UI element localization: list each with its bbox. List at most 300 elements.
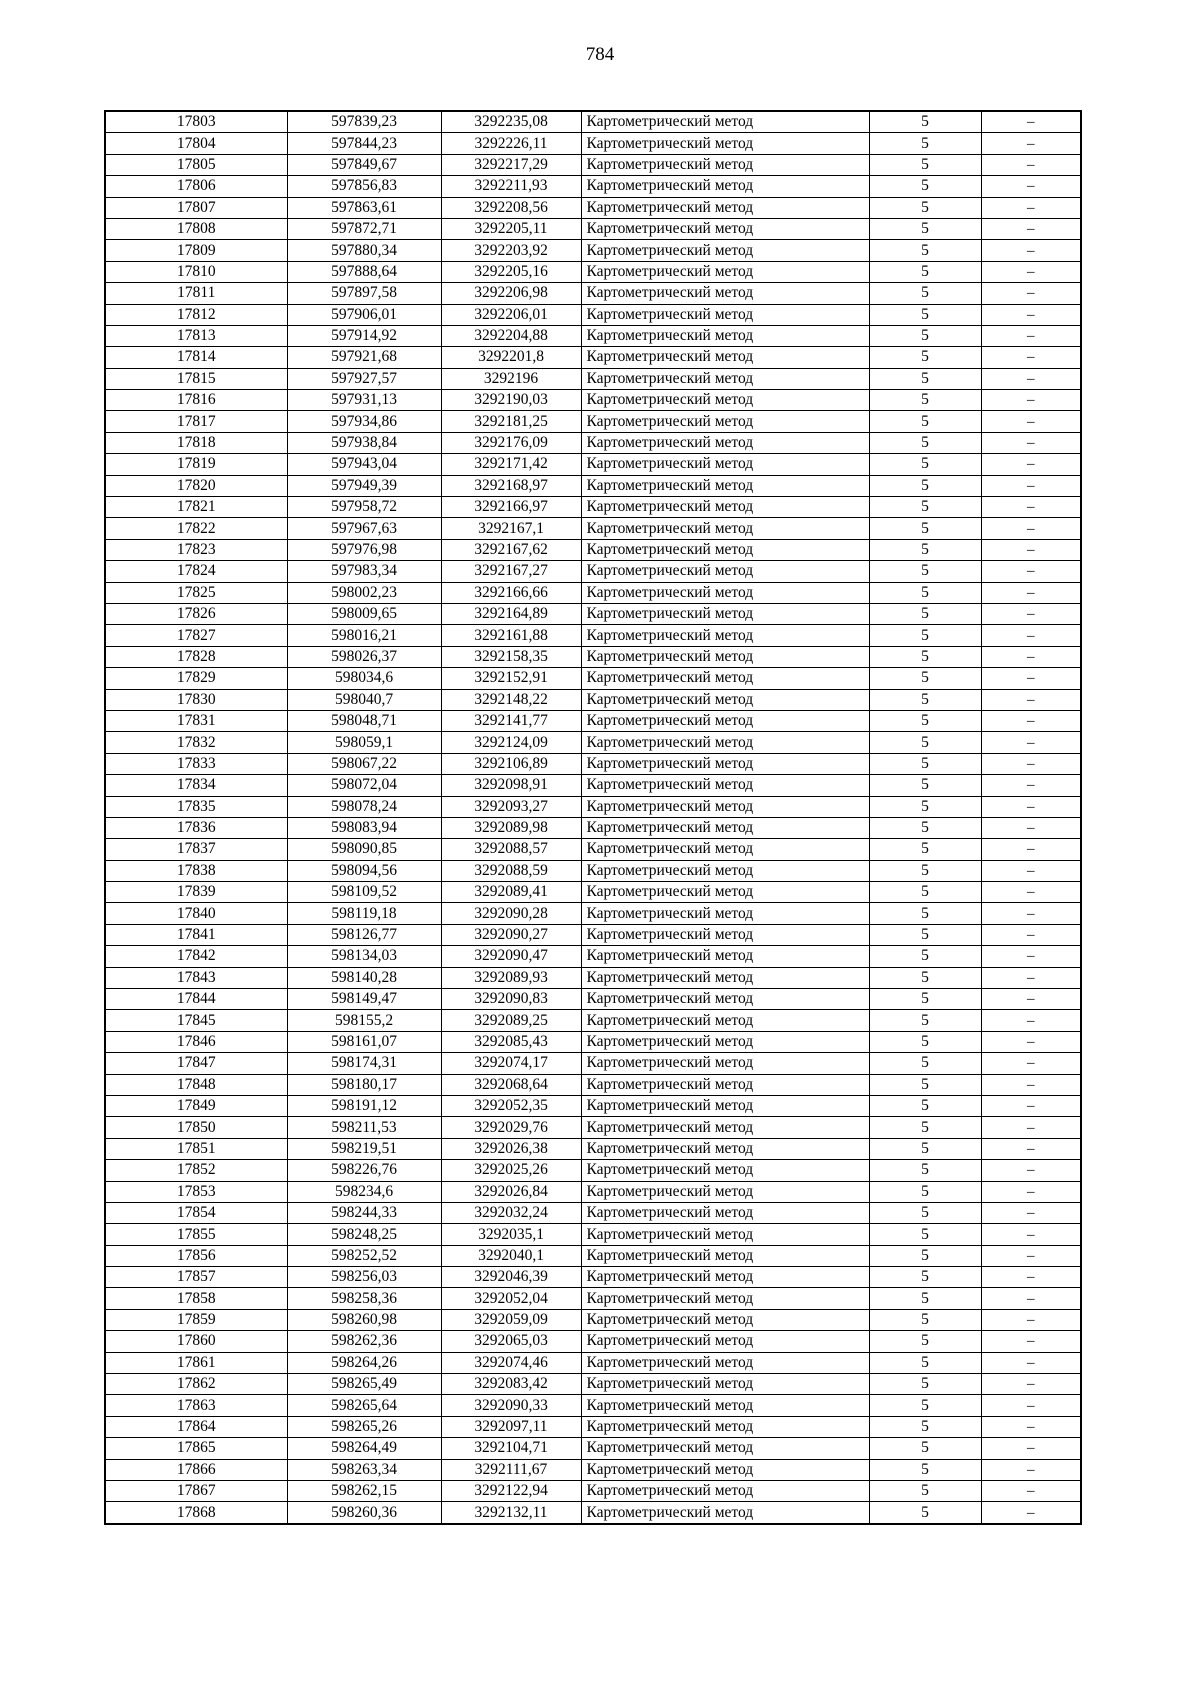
y-coordinate-cell: 3292046,39 [441,1267,581,1288]
note-cell: – [981,1053,1081,1074]
method-cell: Картометрический метод [581,732,869,753]
accuracy-cell: 5 [869,924,981,945]
table-row [105,1245,1081,1266]
point-number-cell: 17857 [105,1267,287,1288]
table-row [105,1331,1081,1352]
x-coordinate-cell: 598244,33 [287,1202,441,1223]
x-coordinate-cell: 598109,52 [287,882,441,903]
accuracy-cell: 5 [869,839,981,860]
point-number-cell: 17865 [105,1438,287,1459]
x-coordinate-cell: 598119,18 [287,903,441,924]
x-coordinate-cell: 598260,36 [287,1502,441,1524]
method-cell: Картометрический метод [581,625,869,646]
note-cell: – [981,347,1081,368]
y-coordinate-cell: 3292111,67 [441,1459,581,1480]
note-cell: – [981,154,1081,175]
method-cell: Картометрический метод [581,1352,869,1373]
y-coordinate-cell: 3292190,03 [441,390,581,411]
point-number-cell: 17820 [105,475,287,496]
y-coordinate-cell: 3292088,59 [441,860,581,881]
note-cell: – [981,368,1081,389]
table-row [105,1074,1081,1095]
point-number-cell: 17807 [105,197,287,218]
y-coordinate-cell: 3292089,25 [441,1010,581,1031]
x-coordinate-cell: 598234,6 [287,1181,441,1202]
x-coordinate-cell: 598149,47 [287,989,441,1010]
x-coordinate-cell: 598002,23 [287,582,441,603]
note-cell: – [981,882,1081,903]
point-number-cell: 17806 [105,176,287,197]
method-cell: Картометрический метод [581,304,869,325]
table-row [105,1352,1081,1373]
x-coordinate-cell: 597849,67 [287,154,441,175]
y-coordinate-cell: 3292217,29 [441,154,581,175]
note-cell: – [981,133,1081,154]
y-coordinate-cell: 3292026,84 [441,1181,581,1202]
y-coordinate-cell: 3292205,11 [441,218,581,239]
x-coordinate-cell: 597983,34 [287,561,441,582]
page-number: 784 [585,44,615,65]
accuracy-cell: 5 [869,1160,981,1181]
accuracy-cell: 5 [869,1053,981,1074]
x-coordinate-cell: 597976,98 [287,539,441,560]
method-cell: Картометрический метод [581,454,869,475]
table-row [105,882,1081,903]
y-coordinate-cell: 3292052,35 [441,1095,581,1116]
method-cell: Картометрический метод [581,1181,869,1202]
method-cell: Картометрический метод [581,390,869,411]
y-coordinate-cell: 3292168,97 [441,475,581,496]
x-coordinate-cell: 598264,26 [287,1352,441,1373]
method-cell: Картометрический метод [581,475,869,496]
table-row [105,1481,1081,1502]
method-cell: Картометрический метод [581,796,869,817]
note-cell: – [981,218,1081,239]
table-row [105,903,1081,924]
accuracy-cell: 5 [869,882,981,903]
x-coordinate-cell: 597844,23 [287,133,441,154]
method-cell: Картометрический метод [581,967,869,988]
note-cell: – [981,475,1081,496]
x-coordinate-cell: 597888,64 [287,261,441,282]
method-cell: Картометрический метод [581,1224,869,1245]
note-cell: – [981,732,1081,753]
x-coordinate-cell: 597949,39 [287,475,441,496]
y-coordinate-cell: 3292211,93 [441,176,581,197]
note-cell: – [981,1374,1081,1395]
x-coordinate-cell: 598134,03 [287,946,441,967]
accuracy-cell: 5 [869,1224,981,1245]
y-coordinate-cell: 3292141,77 [441,710,581,731]
note-cell: – [981,860,1081,881]
table-row [105,753,1081,774]
method-cell: Картометрический метод [581,111,869,133]
y-coordinate-cell: 3292090,33 [441,1395,581,1416]
method-cell: Картометрический метод [581,1010,869,1031]
x-coordinate-cell: 597880,34 [287,240,441,261]
point-number-cell: 17818 [105,432,287,453]
table-row [105,1502,1081,1524]
accuracy-cell: 5 [869,561,981,582]
accuracy-cell: 5 [869,1331,981,1352]
note-cell: – [981,817,1081,838]
point-number-cell: 17841 [105,924,287,945]
x-coordinate-cell: 597927,57 [287,368,441,389]
table-row [105,1267,1081,1288]
table-row [105,860,1081,881]
table-row [105,497,1081,518]
accuracy-cell: 5 [869,1481,981,1502]
x-coordinate-cell: 598219,51 [287,1138,441,1159]
y-coordinate-cell: 3292167,1 [441,518,581,539]
note-cell: – [981,325,1081,346]
x-coordinate-cell: 598016,21 [287,625,441,646]
point-number-cell: 17810 [105,261,287,282]
table-row [105,518,1081,539]
x-coordinate-cell: 598140,28 [287,967,441,988]
note-cell: – [981,710,1081,731]
method-cell: Картометрический метод [581,1031,869,1052]
table-row [105,1031,1081,1052]
method-cell: Картометрический метод [581,1138,869,1159]
y-coordinate-cell: 3292090,83 [441,989,581,1010]
table-row [105,603,1081,624]
accuracy-cell: 5 [869,111,981,133]
method-cell: Картометрический метод [581,1288,869,1309]
accuracy-cell: 5 [869,218,981,239]
table-row [105,283,1081,304]
note-cell: – [981,1074,1081,1095]
x-coordinate-cell: 598048,71 [287,710,441,731]
note-cell: – [981,1202,1081,1223]
method-cell: Картометрический метод [581,668,869,689]
accuracy-cell: 5 [869,989,981,1010]
point-number-cell: 17811 [105,283,287,304]
accuracy-cell: 5 [869,518,981,539]
y-coordinate-cell: 3292132,11 [441,1502,581,1524]
method-cell: Картометрический метод [581,1074,869,1095]
accuracy-cell: 5 [869,646,981,667]
point-number-cell: 17859 [105,1309,287,1330]
table-row [105,304,1081,325]
method-cell: Картометрический метод [581,775,869,796]
method-cell: Картометрический метод [581,710,869,731]
point-number-cell: 17830 [105,689,287,710]
accuracy-cell: 5 [869,796,981,817]
accuracy-cell: 5 [869,753,981,774]
y-coordinate-cell: 3292206,01 [441,304,581,325]
x-coordinate-cell: 598180,17 [287,1074,441,1095]
x-coordinate-cell: 597921,68 [287,347,441,368]
note-cell: – [981,668,1081,689]
point-number-cell: 17805 [105,154,287,175]
table-row [105,710,1081,731]
note-cell: – [981,432,1081,453]
accuracy-cell: 5 [869,710,981,731]
y-coordinate-cell: 3292052,04 [441,1288,581,1309]
note-cell: – [981,1459,1081,1480]
point-number-cell: 17803 [105,111,287,133]
table-row [105,1095,1081,1116]
method-cell: Картометрический метод [581,689,869,710]
point-number-cell: 17840 [105,903,287,924]
x-coordinate-cell: 598078,24 [287,796,441,817]
x-coordinate-cell: 598211,53 [287,1117,441,1138]
point-number-cell: 17863 [105,1395,287,1416]
note-cell: – [981,240,1081,261]
accuracy-cell: 5 [869,1502,981,1524]
x-coordinate-cell: 598262,36 [287,1331,441,1352]
point-number-cell: 17852 [105,1160,287,1181]
table-row [105,775,1081,796]
point-number-cell: 17858 [105,1288,287,1309]
table-row [105,946,1081,967]
x-coordinate-cell: 598263,34 [287,1459,441,1480]
accuracy-cell: 5 [869,475,981,496]
method-cell: Картометрический метод [581,497,869,518]
method-cell: Картометрический метод [581,924,869,945]
note-cell: – [981,1502,1081,1524]
point-number-cell: 17816 [105,390,287,411]
x-coordinate-cell: 598258,36 [287,1288,441,1309]
y-coordinate-cell: 3292065,03 [441,1331,581,1352]
x-coordinate-cell: 598026,37 [287,646,441,667]
note-cell: – [981,539,1081,560]
note-cell: – [981,390,1081,411]
x-coordinate-cell: 597863,61 [287,197,441,218]
accuracy-cell: 5 [869,775,981,796]
x-coordinate-cell: 598248,25 [287,1224,441,1245]
y-coordinate-cell: 3292203,92 [441,240,581,261]
method-cell: Картометрический метод [581,561,869,582]
accuracy-cell: 5 [869,411,981,432]
method-cell: Картометрический метод [581,432,869,453]
method-cell: Картометрический метод [581,860,869,881]
table-row [105,1288,1081,1309]
note-cell: – [981,1331,1081,1352]
note-cell: – [981,1095,1081,1116]
table-row [105,154,1081,175]
y-coordinate-cell: 3292204,88 [441,325,581,346]
y-coordinate-cell: 3292201,8 [441,347,581,368]
point-number-cell: 17838 [105,860,287,881]
point-number-cell: 17867 [105,1481,287,1502]
x-coordinate-cell: 598090,85 [287,839,441,860]
note-cell: – [981,839,1081,860]
table-row [105,817,1081,838]
x-coordinate-cell: 598262,15 [287,1481,441,1502]
table-row [105,1224,1081,1245]
point-number-cell: 17842 [105,946,287,967]
point-number-cell: 17831 [105,710,287,731]
method-cell: Картометрический метод [581,903,869,924]
accuracy-cell: 5 [869,539,981,560]
x-coordinate-cell: 598072,04 [287,775,441,796]
method-cell: Картометрический метод [581,1053,869,1074]
note-cell: – [981,689,1081,710]
y-coordinate-cell: 3292104,71 [441,1438,581,1459]
method-cell: Картометрический метод [581,1438,869,1459]
point-number-cell: 17861 [105,1352,287,1373]
table-row [105,582,1081,603]
table-row [105,1010,1081,1031]
note-cell: – [981,1160,1081,1181]
method-cell: Картометрический метод [581,1331,869,1352]
note-cell: – [981,989,1081,1010]
point-number-cell: 17815 [105,368,287,389]
method-cell: Картометрический метод [581,1395,869,1416]
x-coordinate-cell: 598009,65 [287,603,441,624]
accuracy-cell: 5 [869,1309,981,1330]
table-row [105,454,1081,475]
y-coordinate-cell: 3292158,35 [441,646,581,667]
x-coordinate-cell: 598059,1 [287,732,441,753]
accuracy-cell: 5 [869,1202,981,1223]
y-coordinate-cell: 3292205,16 [441,261,581,282]
accuracy-cell: 5 [869,1138,981,1159]
table-row [105,689,1081,710]
note-cell: – [981,304,1081,325]
y-coordinate-cell: 3292124,09 [441,732,581,753]
method-cell: Картометрический метод [581,197,869,218]
table-row [105,561,1081,582]
y-coordinate-cell: 3292089,98 [441,817,581,838]
note-cell: – [981,111,1081,133]
point-number-cell: 17860 [105,1331,287,1352]
x-coordinate-cell: 598040,7 [287,689,441,710]
point-number-cell: 17844 [105,989,287,1010]
accuracy-cell: 5 [869,1074,981,1095]
point-number-cell: 17829 [105,668,287,689]
x-coordinate-cell: 598265,64 [287,1395,441,1416]
accuracy-cell: 5 [869,1031,981,1052]
coordinates-table [104,110,1082,1525]
x-coordinate-cell: 597943,04 [287,454,441,475]
table-row [105,839,1081,860]
y-coordinate-cell: 3292083,42 [441,1374,581,1395]
accuracy-cell: 5 [869,732,981,753]
y-coordinate-cell: 3292106,89 [441,753,581,774]
note-cell: – [981,582,1081,603]
note-cell: – [981,625,1081,646]
accuracy-cell: 5 [869,946,981,967]
note-cell: – [981,261,1081,282]
method-cell: Картометрический метод [581,603,869,624]
point-number-cell: 17824 [105,561,287,582]
accuracy-cell: 5 [869,390,981,411]
point-number-cell: 17853 [105,1181,287,1202]
y-coordinate-cell: 3292176,09 [441,432,581,453]
accuracy-cell: 5 [869,1288,981,1309]
accuracy-cell: 5 [869,347,981,368]
table-row [105,390,1081,411]
table-row [105,924,1081,945]
point-number-cell: 17837 [105,839,287,860]
note-cell: – [981,1395,1081,1416]
point-number-cell: 17847 [105,1053,287,1074]
point-number-cell: 17864 [105,1416,287,1437]
accuracy-cell: 5 [869,1459,981,1480]
point-number-cell: 17848 [105,1074,287,1095]
x-coordinate-cell: 598256,03 [287,1267,441,1288]
accuracy-cell: 5 [869,197,981,218]
table-row [105,133,1081,154]
table-row [105,111,1081,133]
accuracy-cell: 5 [869,432,981,453]
accuracy-cell: 5 [869,689,981,710]
method-cell: Картометрический метод [581,1245,869,1266]
accuracy-cell: 5 [869,154,981,175]
y-coordinate-cell: 3292148,22 [441,689,581,710]
note-cell: – [981,903,1081,924]
note-cell: – [981,646,1081,667]
y-coordinate-cell: 3292035,1 [441,1224,581,1245]
y-coordinate-cell: 3292090,27 [441,924,581,945]
method-cell: Картометрический метод [581,1309,869,1330]
y-coordinate-cell: 3292167,62 [441,539,581,560]
table-row [105,1117,1081,1138]
y-coordinate-cell: 3292235,08 [441,111,581,133]
point-number-cell: 17839 [105,882,287,903]
method-cell: Картометрический метод [581,1481,869,1502]
point-number-cell: 17868 [105,1502,287,1524]
point-number-cell: 17855 [105,1224,287,1245]
y-coordinate-cell: 3292093,27 [441,796,581,817]
y-coordinate-cell: 3292040,1 [441,1245,581,1266]
note-cell: – [981,1181,1081,1202]
note-cell: – [981,1010,1081,1031]
y-coordinate-cell: 3292166,97 [441,497,581,518]
note-cell: – [981,1117,1081,1138]
table-row [105,1438,1081,1459]
x-coordinate-cell: 598265,26 [287,1416,441,1437]
y-coordinate-cell: 3292161,88 [441,625,581,646]
point-number-cell: 17851 [105,1138,287,1159]
point-number-cell: 17833 [105,753,287,774]
y-coordinate-cell: 3292032,24 [441,1202,581,1223]
accuracy-cell: 5 [869,1117,981,1138]
y-coordinate-cell: 3292085,43 [441,1031,581,1052]
x-coordinate-cell: 598226,76 [287,1160,441,1181]
point-number-cell: 17822 [105,518,287,539]
x-coordinate-cell: 597938,84 [287,432,441,453]
note-cell: – [981,518,1081,539]
accuracy-cell: 5 [869,903,981,924]
point-number-cell: 17832 [105,732,287,753]
note-cell: – [981,454,1081,475]
method-cell: Картометрический метод [581,1502,869,1524]
table-row [105,1138,1081,1159]
method-cell: Картометрический метод [581,882,869,903]
table-row [105,411,1081,432]
method-cell: Картометрический метод [581,518,869,539]
table-row [105,240,1081,261]
point-number-cell: 17814 [105,347,287,368]
table-row [105,432,1081,453]
method-cell: Картометрический метод [581,325,869,346]
x-coordinate-cell: 598161,07 [287,1031,441,1052]
x-coordinate-cell: 597897,58 [287,283,441,304]
accuracy-cell: 5 [869,1095,981,1116]
y-coordinate-cell: 3292181,25 [441,411,581,432]
x-coordinate-cell: 598067,22 [287,753,441,774]
table-row [105,1459,1081,1480]
table-row [105,539,1081,560]
method-cell: Картометрический метод [581,176,869,197]
y-coordinate-cell: 3292059,09 [441,1309,581,1330]
y-coordinate-cell: 3292152,91 [441,668,581,689]
accuracy-cell: 5 [869,1438,981,1459]
